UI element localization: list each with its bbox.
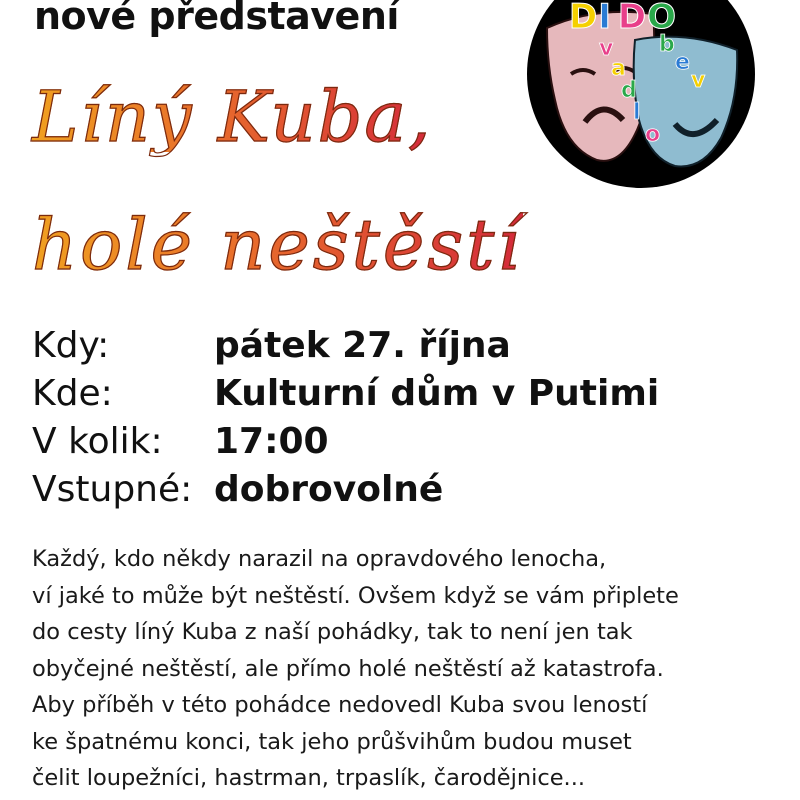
title-line-2: holé neštěstí [32,204,523,286]
logo-letter: O [647,0,678,37]
logo-letter: a [611,56,626,81]
description-line: čelit loupežníci, hastrman, trpaslík, čarodějnice... [32,765,585,791]
logo-letter: b [659,32,675,57]
description-line: ke špatnému konci, tak jeho průšvihům budou muset [32,728,632,755]
logo-letter: v [691,68,706,93]
logo-letter: v [599,36,614,61]
info-value: dobrovolné [214,469,444,510]
logo-letter: e [675,50,690,75]
info-value: 17:00 [214,421,329,462]
logo-letter: D [569,0,599,37]
logo-letter: D [617,0,648,37]
logo-letter: l [633,100,641,125]
info-label: Vstupné: [32,469,193,510]
description-line: ví jaké to může být neštěstí. Ovšem když se vám připlete [32,582,679,609]
logo-letter: d [621,78,637,103]
info-value: pátek 27. října [214,325,511,366]
description-line: do cesty líný Kuba z naší pohádky, tak to není jen tak [32,619,633,645]
logo-letter: o [645,122,661,147]
description-line: Aby příběh v této pohádce nedovedl Kuba svou leností [32,692,648,718]
info-label: Kde: [32,373,113,414]
info-row-time [32,418,659,466]
logo-letter: I [598,0,612,37]
info-value: Kulturní dům v Putimi [214,373,660,414]
description-line: Každý, kdo někdy narazil na opravdového lenocha, [32,546,607,572]
info-row-where [32,370,659,418]
logo-dido-text [569,0,678,37]
info-row-when [32,322,659,370]
title-line-1: Líný Kuba, [32,76,433,158]
info-row-admission [32,466,659,514]
poster-subtitle: nové představení [34,0,399,38]
info-label: V kolik: [32,421,163,462]
theatre-logo [525,0,755,190]
info-label: Kdy: [32,325,110,366]
event-info [32,322,659,514]
description-line: obyčejné neštěstí, ale přímo holé neštěstí až katastrofa. [32,655,664,682]
description-text [32,541,782,797]
